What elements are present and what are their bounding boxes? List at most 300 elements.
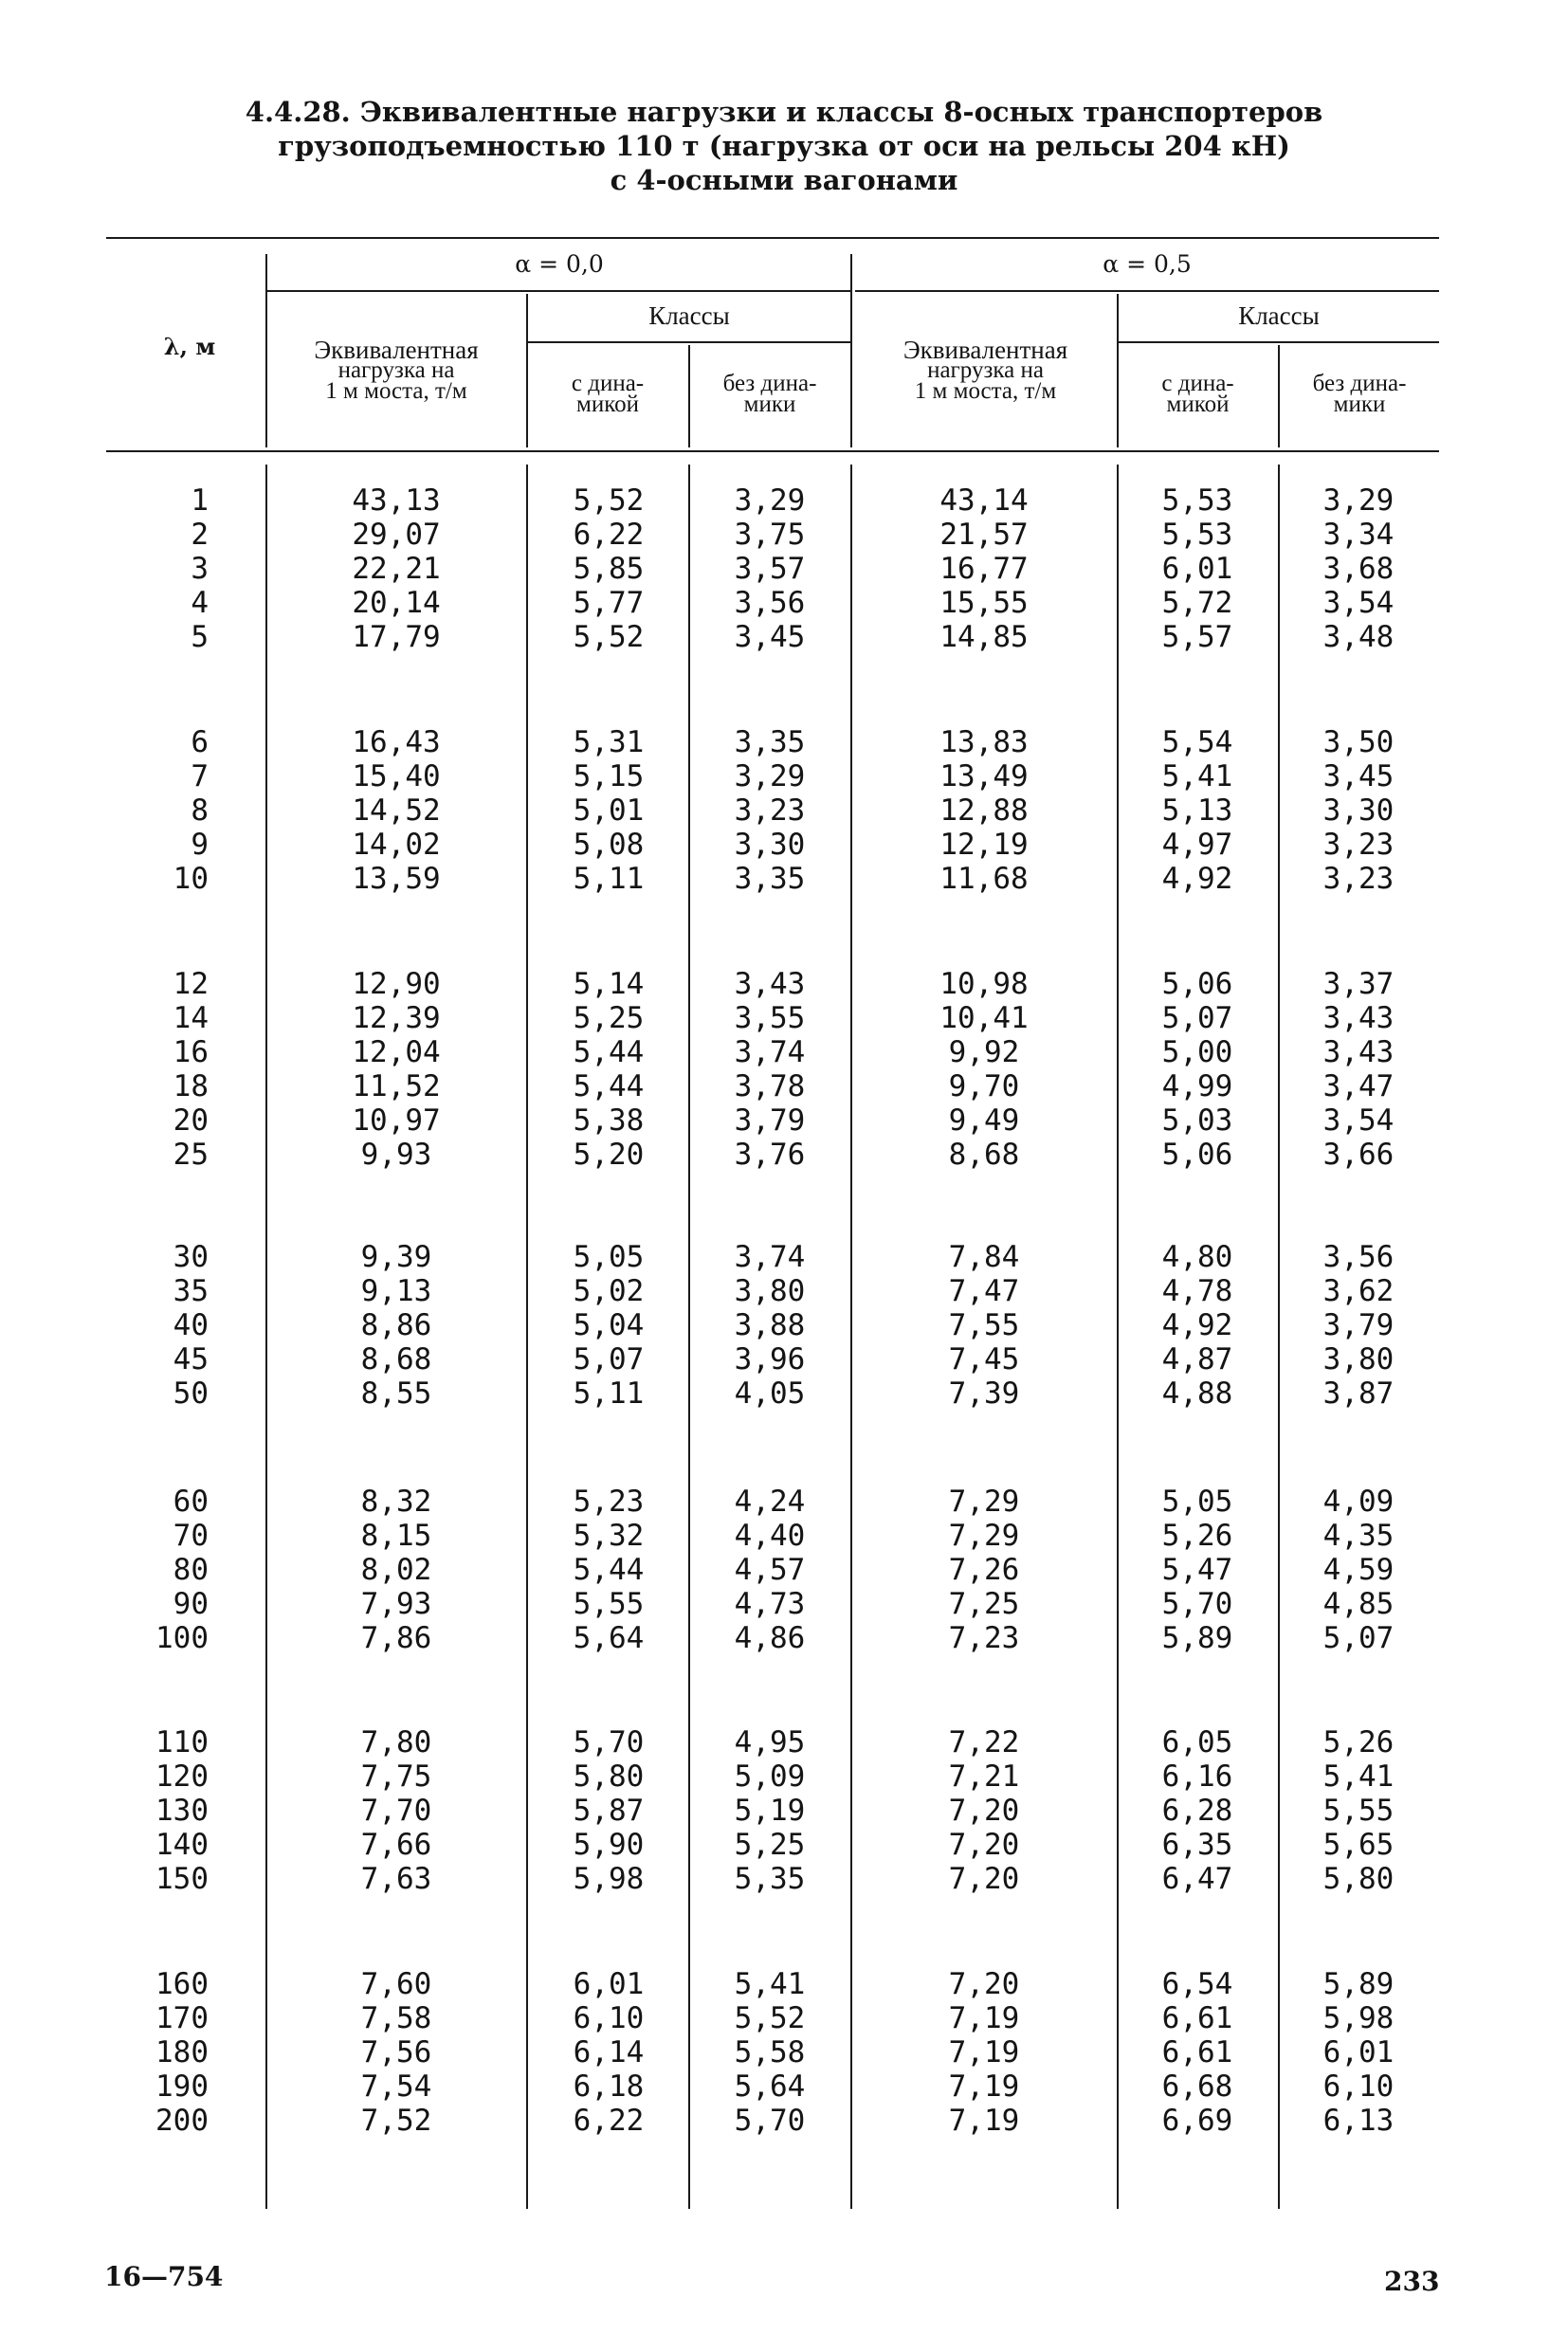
cell-without-dyn-a05: 4,09 bbox=[1322, 1485, 1395, 1519]
header-bottom-rule bbox=[106, 450, 1439, 452]
cell-with-dyn-a05: 4,92 bbox=[1161, 1308, 1233, 1342]
cell-without-dyn-a0: 3,79 bbox=[734, 1103, 806, 1138]
cell-without-dyn-a0: 5,52 bbox=[734, 2001, 806, 2035]
cell-without-dyn-a05: 3,45 bbox=[1322, 759, 1395, 793]
cell-with-dyn-a0: 5,31 bbox=[573, 725, 645, 759]
cell-lambda: 9 bbox=[191, 828, 209, 862]
cell-equiv-a0: 8,86 bbox=[360, 1308, 432, 1342]
without-dyn-line-1: без дина- bbox=[722, 371, 817, 396]
cell-equiv-a05: 7,20 bbox=[948, 1794, 1020, 1828]
table-row bbox=[0, 1342, 1568, 1377]
cell-with-dyn-a0: 5,80 bbox=[573, 1759, 645, 1794]
cell-without-dyn-a0: 3,75 bbox=[734, 518, 806, 552]
cell-with-dyn-a05: 5,70 bbox=[1161, 1587, 1233, 1621]
cell-equiv-a05: 15,55 bbox=[939, 586, 1029, 620]
cell-without-dyn-a0: 3,43 bbox=[734, 967, 806, 1001]
cell-without-dyn-a05: 3,47 bbox=[1322, 1069, 1395, 1103]
cell-lambda: 10 bbox=[173, 862, 209, 896]
cell-without-dyn-a05: 5,98 bbox=[1322, 2001, 1395, 2035]
cell-with-dyn-a0: 5,55 bbox=[573, 1587, 645, 1621]
cell-with-dyn-a0: 5,08 bbox=[573, 828, 645, 862]
alpha-0-header: α = 0,0 bbox=[515, 250, 604, 278]
cell-without-dyn-a05: 5,80 bbox=[1322, 1862, 1395, 1896]
page-number: 233 bbox=[1384, 2266, 1440, 2297]
table-row bbox=[0, 1035, 1568, 1069]
cell-without-dyn-a0: 3,29 bbox=[734, 759, 806, 793]
cell-with-dyn-a05: 6,28 bbox=[1161, 1794, 1233, 1828]
with-dyn-line-2: микой bbox=[1166, 392, 1230, 417]
cell-with-dyn-a0: 5,70 bbox=[573, 1725, 645, 1759]
cell-without-dyn-a05: 4,35 bbox=[1322, 1519, 1395, 1553]
cell-with-dyn-a0: 5,25 bbox=[573, 1001, 645, 1035]
cell-equiv-a0: 11,52 bbox=[352, 1069, 441, 1103]
cell-with-dyn-a0: 5,52 bbox=[573, 483, 645, 518]
cell-equiv-a0: 16,43 bbox=[352, 725, 441, 759]
cell-without-dyn-a05: 5,41 bbox=[1322, 1759, 1395, 1794]
table-row bbox=[0, 1587, 1568, 1621]
cell-with-dyn-a0: 5,44 bbox=[573, 1035, 645, 1069]
cell-without-dyn-a0: 3,78 bbox=[734, 1069, 806, 1103]
cell-with-dyn-a05: 4,92 bbox=[1161, 862, 1233, 896]
cell-equiv-a05: 16,77 bbox=[939, 552, 1029, 586]
table-row bbox=[0, 1794, 1568, 1828]
cell-with-dyn-a05: 6,47 bbox=[1161, 1862, 1233, 1896]
cell-without-dyn-a0: 3,88 bbox=[734, 1308, 806, 1342]
cell-equiv-a05: 9,70 bbox=[948, 1069, 1020, 1103]
cell-without-dyn-a0: 3,23 bbox=[734, 793, 806, 828]
table-row bbox=[0, 1069, 1568, 1103]
cell-lambda: 140 bbox=[155, 1828, 209, 1862]
cell-equiv-a0: 12,04 bbox=[352, 1035, 441, 1069]
cell-with-dyn-a0: 5,11 bbox=[573, 1377, 645, 1411]
cell-equiv-a05: 8,68 bbox=[948, 1138, 1020, 1172]
table-row bbox=[0, 1862, 1568, 1896]
cell-without-dyn-a0: 3,45 bbox=[734, 620, 806, 654]
cell-equiv-a0: 8,15 bbox=[360, 1519, 432, 1553]
cell-with-dyn-a05: 6,69 bbox=[1161, 2104, 1233, 2138]
cell-equiv-a05: 7,29 bbox=[948, 1485, 1020, 1519]
cell-equiv-a05: 7,25 bbox=[948, 1587, 1020, 1621]
cell-equiv-a0: 8,02 bbox=[360, 1553, 432, 1587]
cell-lambda: 30 bbox=[173, 1240, 209, 1274]
cell-equiv-a0: 12,90 bbox=[352, 967, 441, 1001]
table-top-rule bbox=[106, 237, 1439, 239]
without-dyn-line-2: мики bbox=[743, 392, 796, 417]
cell-lambda: 8 bbox=[191, 793, 209, 828]
cell-without-dyn-a05: 3,54 bbox=[1322, 1103, 1395, 1138]
cell-equiv-a0: 7,52 bbox=[360, 2104, 432, 2138]
with-dyn-header-left bbox=[528, 371, 687, 417]
cell-without-dyn-a05: 3,56 bbox=[1322, 1240, 1395, 1274]
table-row bbox=[0, 1519, 1568, 1553]
without-dyn-header-left bbox=[690, 371, 849, 417]
cell-lambda: 12 bbox=[173, 967, 209, 1001]
cell-equiv-a0: 7,54 bbox=[360, 2069, 432, 2104]
cell-with-dyn-a05: 5,06 bbox=[1161, 967, 1233, 1001]
cell-with-dyn-a05: 5,53 bbox=[1161, 483, 1233, 518]
cell-without-dyn-a0: 3,57 bbox=[734, 552, 806, 586]
cell-without-dyn-a0: 3,35 bbox=[734, 725, 806, 759]
cell-lambda: 170 bbox=[155, 2001, 209, 2035]
table-row bbox=[0, 1828, 1568, 1862]
cell-equiv-a0: 8,55 bbox=[360, 1377, 432, 1411]
cell-lambda: 80 bbox=[173, 1553, 209, 1587]
table-row bbox=[0, 1308, 1568, 1342]
cell-with-dyn-a05: 4,80 bbox=[1161, 1240, 1233, 1274]
cell-without-dyn-a05: 3,54 bbox=[1322, 586, 1395, 620]
cell-with-dyn-a0: 5,11 bbox=[573, 862, 645, 896]
table-row bbox=[0, 2035, 1568, 2069]
table-row bbox=[0, 483, 1568, 518]
equiv-load-header-right bbox=[855, 336, 1116, 404]
cell-equiv-a05: 12,19 bbox=[939, 828, 1029, 862]
cell-lambda: 20 bbox=[173, 1103, 209, 1138]
cell-with-dyn-a05: 5,26 bbox=[1161, 1519, 1233, 1553]
cell-with-dyn-a05: 6,54 bbox=[1161, 1967, 1233, 2001]
cell-with-dyn-a05: 6,61 bbox=[1161, 2035, 1233, 2069]
cell-equiv-a0: 7,63 bbox=[360, 1862, 432, 1896]
cell-equiv-a0: 7,60 bbox=[360, 1967, 432, 2001]
cell-equiv-a0: 17,79 bbox=[352, 620, 441, 654]
cell-with-dyn-a05: 6,05 bbox=[1161, 1725, 1233, 1759]
cell-without-dyn-a0: 5,58 bbox=[734, 2035, 806, 2069]
cell-lambda: 60 bbox=[173, 1485, 209, 1519]
cell-equiv-a05: 21,57 bbox=[939, 518, 1029, 552]
col-divider-alpha-header bbox=[850, 254, 852, 447]
cell-without-dyn-a05: 3,68 bbox=[1322, 552, 1395, 586]
cell-with-dyn-a05: 6,16 bbox=[1161, 1759, 1233, 1794]
cell-without-dyn-a0: 3,30 bbox=[734, 828, 806, 862]
cell-with-dyn-a0: 6,22 bbox=[573, 2104, 645, 2138]
cell-lambda: 35 bbox=[173, 1274, 209, 1308]
cell-equiv-a0: 13,59 bbox=[352, 862, 441, 896]
cell-lambda: 14 bbox=[173, 1001, 209, 1035]
cell-equiv-a0: 7,70 bbox=[360, 1794, 432, 1828]
cell-with-dyn-a05: 5,54 bbox=[1161, 725, 1233, 759]
cell-without-dyn-a05: 3,23 bbox=[1322, 828, 1395, 862]
cell-without-dyn-a05: 5,07 bbox=[1322, 1621, 1395, 1655]
cell-equiv-a0: 8,68 bbox=[360, 1342, 432, 1377]
cell-equiv-a05: 7,45 bbox=[948, 1342, 1020, 1377]
cell-with-dyn-a05: 5,13 bbox=[1161, 793, 1233, 828]
equiv-line-2: нагрузка на bbox=[337, 357, 455, 383]
cell-without-dyn-a0: 5,70 bbox=[734, 2104, 806, 2138]
cell-lambda: 110 bbox=[155, 1725, 209, 1759]
cell-without-dyn-a0: 3,29 bbox=[734, 483, 806, 518]
cell-lambda: 180 bbox=[155, 2035, 209, 2069]
cell-equiv-a05: 13,49 bbox=[939, 759, 1029, 793]
cell-without-dyn-a05: 3,43 bbox=[1322, 1035, 1395, 1069]
classes-rule-left bbox=[528, 341, 851, 343]
cell-without-dyn-a0: 5,09 bbox=[734, 1759, 806, 1794]
cell-equiv-a05: 7,26 bbox=[948, 1553, 1020, 1587]
table-row bbox=[0, 620, 1568, 654]
cell-equiv-a0: 7,93 bbox=[360, 1587, 432, 1621]
cell-without-dyn-a05: 3,23 bbox=[1322, 862, 1395, 896]
cell-without-dyn-a0: 3,55 bbox=[734, 1001, 806, 1035]
cell-without-dyn-a05: 5,55 bbox=[1322, 1794, 1395, 1828]
cell-with-dyn-a05: 5,05 bbox=[1161, 1485, 1233, 1519]
cell-with-dyn-a05: 4,87 bbox=[1161, 1342, 1233, 1377]
cell-with-dyn-a05: 5,72 bbox=[1161, 586, 1233, 620]
cell-equiv-a0: 43,13 bbox=[352, 483, 441, 518]
cell-without-dyn-a0: 4,24 bbox=[734, 1485, 806, 1519]
cell-without-dyn-a05: 6,10 bbox=[1322, 2069, 1395, 2104]
cell-with-dyn-a0: 5,38 bbox=[573, 1103, 645, 1138]
cell-equiv-a0: 9,93 bbox=[360, 1138, 432, 1172]
cell-with-dyn-a0: 5,23 bbox=[573, 1485, 645, 1519]
title-line-1: 4.4.28. Эквивалентные нагрузки и классы 8-осных транспортеров bbox=[245, 96, 1323, 128]
cell-lambda: 6 bbox=[191, 725, 209, 759]
cell-without-dyn-a05: 5,65 bbox=[1322, 1828, 1395, 1862]
table-row bbox=[0, 1240, 1568, 1274]
cell-without-dyn-a0: 4,57 bbox=[734, 1553, 806, 1587]
cell-with-dyn-a0: 5,02 bbox=[573, 1274, 645, 1308]
cell-equiv-a0: 14,02 bbox=[352, 828, 441, 862]
cell-without-dyn-a0: 3,74 bbox=[734, 1240, 806, 1274]
cell-with-dyn-a0: 5,90 bbox=[573, 1828, 645, 1862]
cell-equiv-a05: 7,19 bbox=[948, 2104, 1020, 2138]
equiv-line-1: Эквивалентная bbox=[903, 336, 1068, 364]
cell-equiv-a0: 8,32 bbox=[360, 1485, 432, 1519]
cell-lambda: 200 bbox=[155, 2104, 209, 2138]
cell-equiv-a0: 22,21 bbox=[352, 552, 441, 586]
cell-lambda: 50 bbox=[173, 1377, 209, 1411]
cell-with-dyn-a0: 5,20 bbox=[573, 1138, 645, 1172]
cell-equiv-a0: 9,13 bbox=[360, 1274, 432, 1308]
cell-equiv-a05: 7,19 bbox=[948, 2035, 1020, 2069]
cell-without-dyn-a0: 4,40 bbox=[734, 1519, 806, 1553]
cell-equiv-a0: 29,07 bbox=[352, 518, 441, 552]
cell-equiv-a0: 7,66 bbox=[360, 1828, 432, 1862]
cell-equiv-a0: 7,75 bbox=[360, 1759, 432, 1794]
cell-equiv-a0: 10,97 bbox=[352, 1103, 441, 1138]
cell-with-dyn-a0: 5,04 bbox=[573, 1308, 645, 1342]
table-row bbox=[0, 1377, 1568, 1411]
cell-equiv-a05: 7,84 bbox=[948, 1240, 1020, 1274]
cell-with-dyn-a0: 5,14 bbox=[573, 967, 645, 1001]
with-dyn-header-right bbox=[1119, 371, 1277, 417]
cell-without-dyn-a05: 3,79 bbox=[1322, 1308, 1395, 1342]
cell-lambda: 16 bbox=[173, 1035, 209, 1069]
cell-equiv-a05: 7,21 bbox=[948, 1759, 1020, 1794]
cell-lambda: 150 bbox=[155, 1862, 209, 1896]
cell-without-dyn-a0: 3,56 bbox=[734, 586, 806, 620]
cell-with-dyn-a05: 4,97 bbox=[1161, 828, 1233, 862]
cell-without-dyn-a0: 5,64 bbox=[734, 2069, 806, 2104]
without-dyn-line-2: мики bbox=[1333, 392, 1386, 417]
equiv-line-1: Эквивалентная bbox=[314, 336, 479, 364]
table-row bbox=[0, 793, 1568, 828]
cell-lambda: 40 bbox=[173, 1308, 209, 1342]
cell-with-dyn-a0: 5,52 bbox=[573, 620, 645, 654]
cell-with-dyn-a05: 5,41 bbox=[1161, 759, 1233, 793]
cell-equiv-a05: 11,68 bbox=[939, 862, 1029, 896]
cell-equiv-a05: 7,29 bbox=[948, 1519, 1020, 1553]
cell-equiv-a0: 7,86 bbox=[360, 1621, 432, 1655]
cell-lambda: 45 bbox=[173, 1342, 209, 1377]
cell-lambda: 25 bbox=[173, 1138, 209, 1172]
cell-without-dyn-a05: 3,80 bbox=[1322, 1342, 1395, 1377]
with-dyn-line-2: микой bbox=[576, 392, 639, 417]
cell-without-dyn-a0: 4,95 bbox=[734, 1725, 806, 1759]
cell-equiv-a05: 12,88 bbox=[939, 793, 1029, 828]
cell-with-dyn-a0: 5,64 bbox=[573, 1621, 645, 1655]
cell-without-dyn-a0: 4,86 bbox=[734, 1621, 806, 1655]
cell-with-dyn-a0: 5,05 bbox=[573, 1240, 645, 1274]
cell-lambda: 7 bbox=[191, 759, 209, 793]
with-dyn-line-1: с дина- bbox=[1161, 371, 1234, 396]
cell-without-dyn-a0: 3,80 bbox=[734, 1274, 806, 1308]
cell-lambda: 90 bbox=[173, 1587, 209, 1621]
table-row bbox=[0, 759, 1568, 793]
cell-lambda: 120 bbox=[155, 1759, 209, 1794]
cell-equiv-a05: 7,22 bbox=[948, 1725, 1020, 1759]
cell-with-dyn-a05: 4,99 bbox=[1161, 1069, 1233, 1103]
cell-without-dyn-a05: 4,59 bbox=[1322, 1553, 1395, 1587]
cell-equiv-a05: 10,41 bbox=[939, 1001, 1029, 1035]
table-row bbox=[0, 1967, 1568, 2001]
cell-equiv-a05: 7,20 bbox=[948, 1967, 1020, 2001]
cell-with-dyn-a05: 4,78 bbox=[1161, 1274, 1233, 1308]
without-dyn-line-1: без дина- bbox=[1312, 371, 1407, 396]
cell-with-dyn-a05: 6,61 bbox=[1161, 2001, 1233, 2035]
alpha-rule-left bbox=[267, 290, 851, 292]
table-row bbox=[0, 552, 1568, 586]
cell-with-dyn-a05: 6,01 bbox=[1161, 552, 1233, 586]
table-row bbox=[0, 1725, 1568, 1759]
cell-without-dyn-a05: 3,87 bbox=[1322, 1377, 1395, 1411]
table-row bbox=[0, 1001, 1568, 1035]
cell-without-dyn-a05: 3,43 bbox=[1322, 1001, 1395, 1035]
cell-with-dyn-a0: 6,14 bbox=[573, 2035, 645, 2069]
cell-lambda: 130 bbox=[155, 1794, 209, 1828]
cell-equiv-a05: 9,49 bbox=[948, 1103, 1020, 1138]
cell-without-dyn-a0: 5,41 bbox=[734, 1967, 806, 2001]
cell-with-dyn-a05: 5,89 bbox=[1161, 1621, 1233, 1655]
cell-equiv-a05: 7,23 bbox=[948, 1621, 1020, 1655]
with-dyn-line-1: с дина- bbox=[571, 371, 645, 396]
cell-without-dyn-a05: 3,29 bbox=[1322, 483, 1395, 518]
cell-without-dyn-a0: 4,05 bbox=[734, 1377, 806, 1411]
cell-with-dyn-a05: 6,68 bbox=[1161, 2069, 1233, 2104]
cell-without-dyn-a0: 3,76 bbox=[734, 1138, 806, 1172]
cell-without-dyn-a0: 3,35 bbox=[734, 862, 806, 896]
cell-equiv-a05: 7,39 bbox=[948, 1377, 1020, 1411]
cell-equiv-a0: 9,39 bbox=[360, 1240, 432, 1274]
cell-with-dyn-a0: 5,85 bbox=[573, 552, 645, 586]
title-line-2: грузоподъемностью 110 т (нагрузка от оси на рельсы 204 кН) bbox=[278, 130, 1290, 162]
cell-equiv-a0: 12,39 bbox=[352, 1001, 441, 1035]
cell-with-dyn-a05: 5,53 bbox=[1161, 518, 1233, 552]
table-row bbox=[0, 828, 1568, 862]
cell-lambda: 3 bbox=[191, 552, 209, 586]
cell-equiv-a05: 14,85 bbox=[939, 620, 1029, 654]
equiv-line-3: 1 м моста, т/м bbox=[325, 378, 467, 404]
cell-without-dyn-a05: 5,26 bbox=[1322, 1725, 1395, 1759]
cell-with-dyn-a05: 6,35 bbox=[1161, 1828, 1233, 1862]
cell-without-dyn-a0: 3,74 bbox=[734, 1035, 806, 1069]
table-row bbox=[0, 1553, 1568, 1587]
cell-lambda: 18 bbox=[173, 1069, 209, 1103]
table-row bbox=[0, 725, 1568, 759]
alpha-rule-right bbox=[855, 290, 1439, 292]
table-row bbox=[0, 1621, 1568, 1655]
cell-with-dyn-a0: 5,98 bbox=[573, 1862, 645, 1896]
cell-without-dyn-a05: 3,37 bbox=[1322, 967, 1395, 1001]
table-row bbox=[0, 967, 1568, 1001]
table-row bbox=[0, 1485, 1568, 1519]
equiv-line-3: 1 м моста, т/м bbox=[914, 378, 1057, 404]
equiv-line-2: нагрузка на bbox=[927, 357, 1044, 383]
table-row bbox=[0, 1274, 1568, 1308]
cell-equiv-a05: 7,19 bbox=[948, 2001, 1020, 2035]
cell-with-dyn-a0: 5,32 bbox=[573, 1519, 645, 1553]
cell-with-dyn-a0: 5,01 bbox=[573, 793, 645, 828]
table-row bbox=[0, 862, 1568, 896]
cell-lambda: 190 bbox=[155, 2069, 209, 2104]
classes-rule-right bbox=[1119, 341, 1439, 343]
cell-lambda: 100 bbox=[155, 1621, 209, 1655]
cell-with-dyn-a0: 6,10 bbox=[573, 2001, 645, 2035]
cell-with-dyn-a05: 5,57 bbox=[1161, 620, 1233, 654]
cell-without-dyn-a05: 3,34 bbox=[1322, 518, 1395, 552]
table-title bbox=[0, 95, 1568, 197]
cell-without-dyn-a05: 3,66 bbox=[1322, 1138, 1395, 1172]
cell-equiv-a05: 9,92 bbox=[948, 1035, 1020, 1069]
cell-equiv-a0: 20,14 bbox=[352, 586, 441, 620]
cell-without-dyn-a05: 3,62 bbox=[1322, 1274, 1395, 1308]
cell-equiv-a0: 14,52 bbox=[352, 793, 441, 828]
cell-equiv-a0: 7,56 bbox=[360, 2035, 432, 2069]
cell-with-dyn-a0: 5,77 bbox=[573, 586, 645, 620]
cell-without-dyn-a0: 5,35 bbox=[734, 1862, 806, 1896]
cell-with-dyn-a0: 6,18 bbox=[573, 2069, 645, 2104]
cell-equiv-a05: 7,55 bbox=[948, 1308, 1020, 1342]
cell-equiv-a0: 7,58 bbox=[360, 2001, 432, 2035]
cell-without-dyn-a05: 3,48 bbox=[1322, 620, 1395, 654]
cell-equiv-a05: 43,14 bbox=[939, 483, 1029, 518]
table-row bbox=[0, 518, 1568, 552]
cell-lambda: 160 bbox=[155, 1967, 209, 2001]
cell-lambda: 2 bbox=[191, 518, 209, 552]
cell-without-dyn-a05: 6,13 bbox=[1322, 2104, 1395, 2138]
cell-without-dyn-a05: 5,89 bbox=[1322, 1967, 1395, 2001]
table-row bbox=[0, 1759, 1568, 1794]
cell-with-dyn-a0: 5,44 bbox=[573, 1069, 645, 1103]
cell-without-dyn-a0: 5,19 bbox=[734, 1794, 806, 1828]
lambda-header: λ, м bbox=[163, 333, 216, 360]
cell-with-dyn-a0: 5,44 bbox=[573, 1553, 645, 1587]
cell-equiv-a05: 10,98 bbox=[939, 967, 1029, 1001]
classes-header-right: Классы bbox=[1238, 301, 1320, 330]
table-row bbox=[0, 586, 1568, 620]
cell-equiv-a05: 13,83 bbox=[939, 725, 1029, 759]
classes-header-left: Классы bbox=[648, 301, 730, 330]
cell-without-dyn-a05: 4,85 bbox=[1322, 1587, 1395, 1621]
cell-lambda: 70 bbox=[173, 1519, 209, 1553]
table-row bbox=[0, 2001, 1568, 2035]
printer-signature: 16—754 bbox=[104, 2261, 224, 2292]
cell-with-dyn-a0: 6,01 bbox=[573, 1967, 645, 2001]
cell-equiv-a0: 15,40 bbox=[352, 759, 441, 793]
cell-equiv-a05: 7,20 bbox=[948, 1862, 1020, 1896]
alpha-05-header: α = 0,5 bbox=[1103, 250, 1192, 278]
table-row bbox=[0, 2104, 1568, 2138]
without-dyn-header-right bbox=[1280, 371, 1439, 417]
cell-with-dyn-a0: 5,87 bbox=[573, 1794, 645, 1828]
cell-with-dyn-a0: 5,15 bbox=[573, 759, 645, 793]
